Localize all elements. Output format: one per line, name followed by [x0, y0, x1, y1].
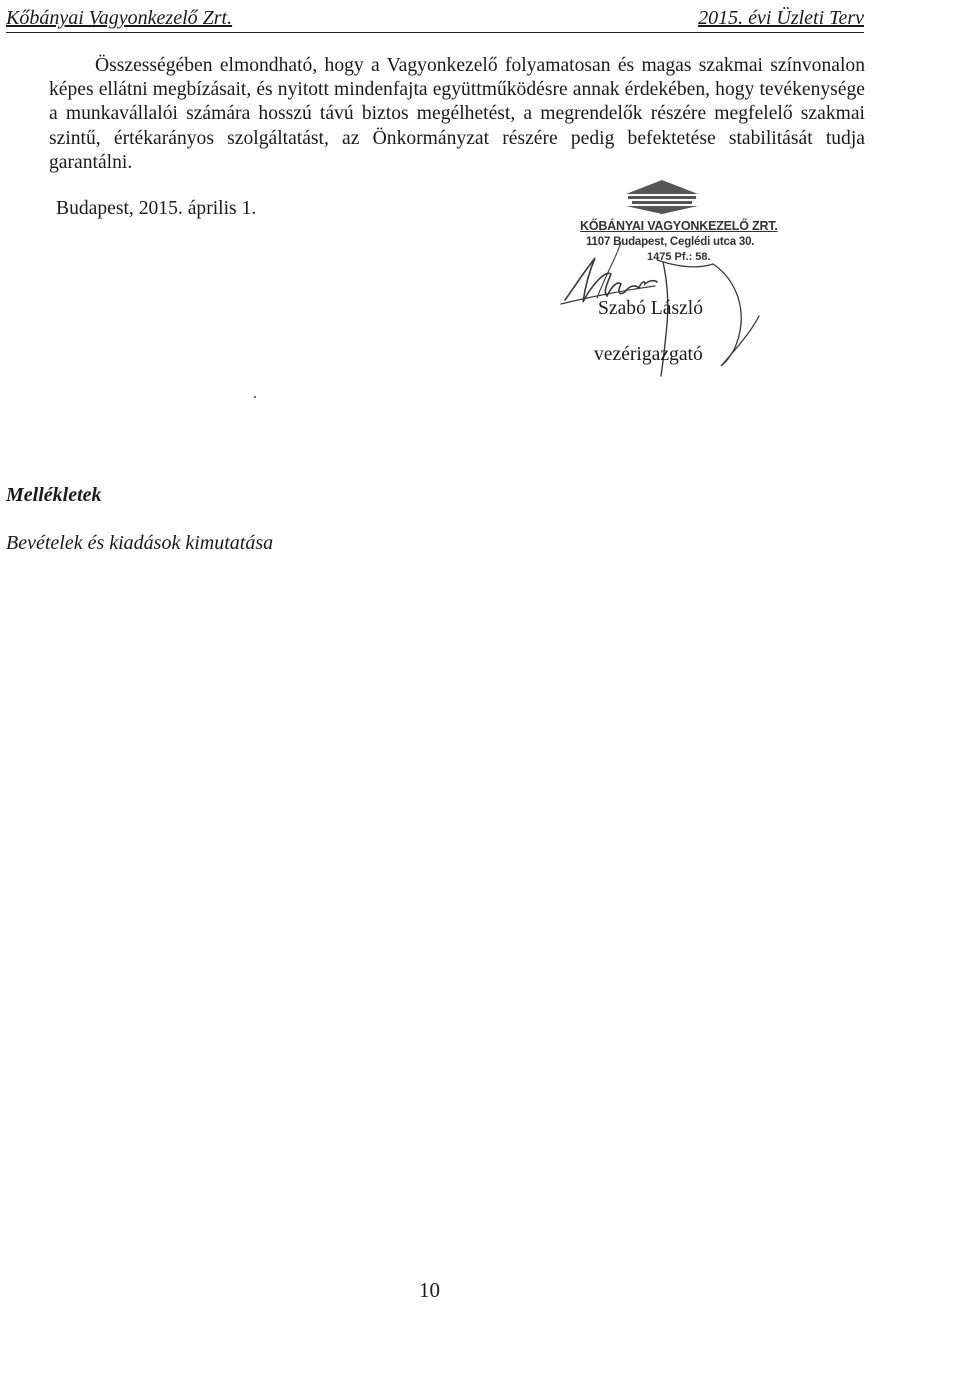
- annex-heading: Mellékletek: [6, 484, 102, 506]
- company-logo-icon: [622, 180, 702, 214]
- header-document-title: 2015. évi Üzleti Terv: [698, 7, 864, 29]
- page-number: 10: [419, 1278, 440, 1302]
- summary-paragraph: Összességében elmondható, hogy a Vagyonkezelő folyamatosan és magas szakmai színvonalon képes ellátni megbízásait, és nyitott mindenfajta együttműködésre annak érdekében, hogy tevékenysége a munkavállalói számára hosszú távú biztos megélhetést, a megrendelők részére megfelelő szakmai szintű, értékarányos szolgáltatást, az Önkormányzat részére pedig befektetése stabilitását tudja garantálni.: [49, 55, 865, 173]
- stamp-address: 1107 Budapest, Ceglédi utca 30.: [586, 236, 755, 248]
- stray-dot: [254, 396, 256, 398]
- signer-name: Szabó László: [598, 298, 704, 319]
- annex-item: Bevételek és kiadások kimutatása: [6, 532, 274, 554]
- header-company: Kőbányai Vagyonkezelő Zrt.: [6, 7, 233, 29]
- signer-title: vezérigazgató: [594, 344, 703, 365]
- place-date: Budapest, 2015. április 1.: [56, 198, 257, 219]
- page-header: [6, 4, 864, 33]
- stamp-company-name: KŐBÁNYAI VAGYONKEZELŐ ZRT.: [580, 219, 778, 233]
- stamp-po-box: 1475 Pf.: 58.: [647, 251, 711, 263]
